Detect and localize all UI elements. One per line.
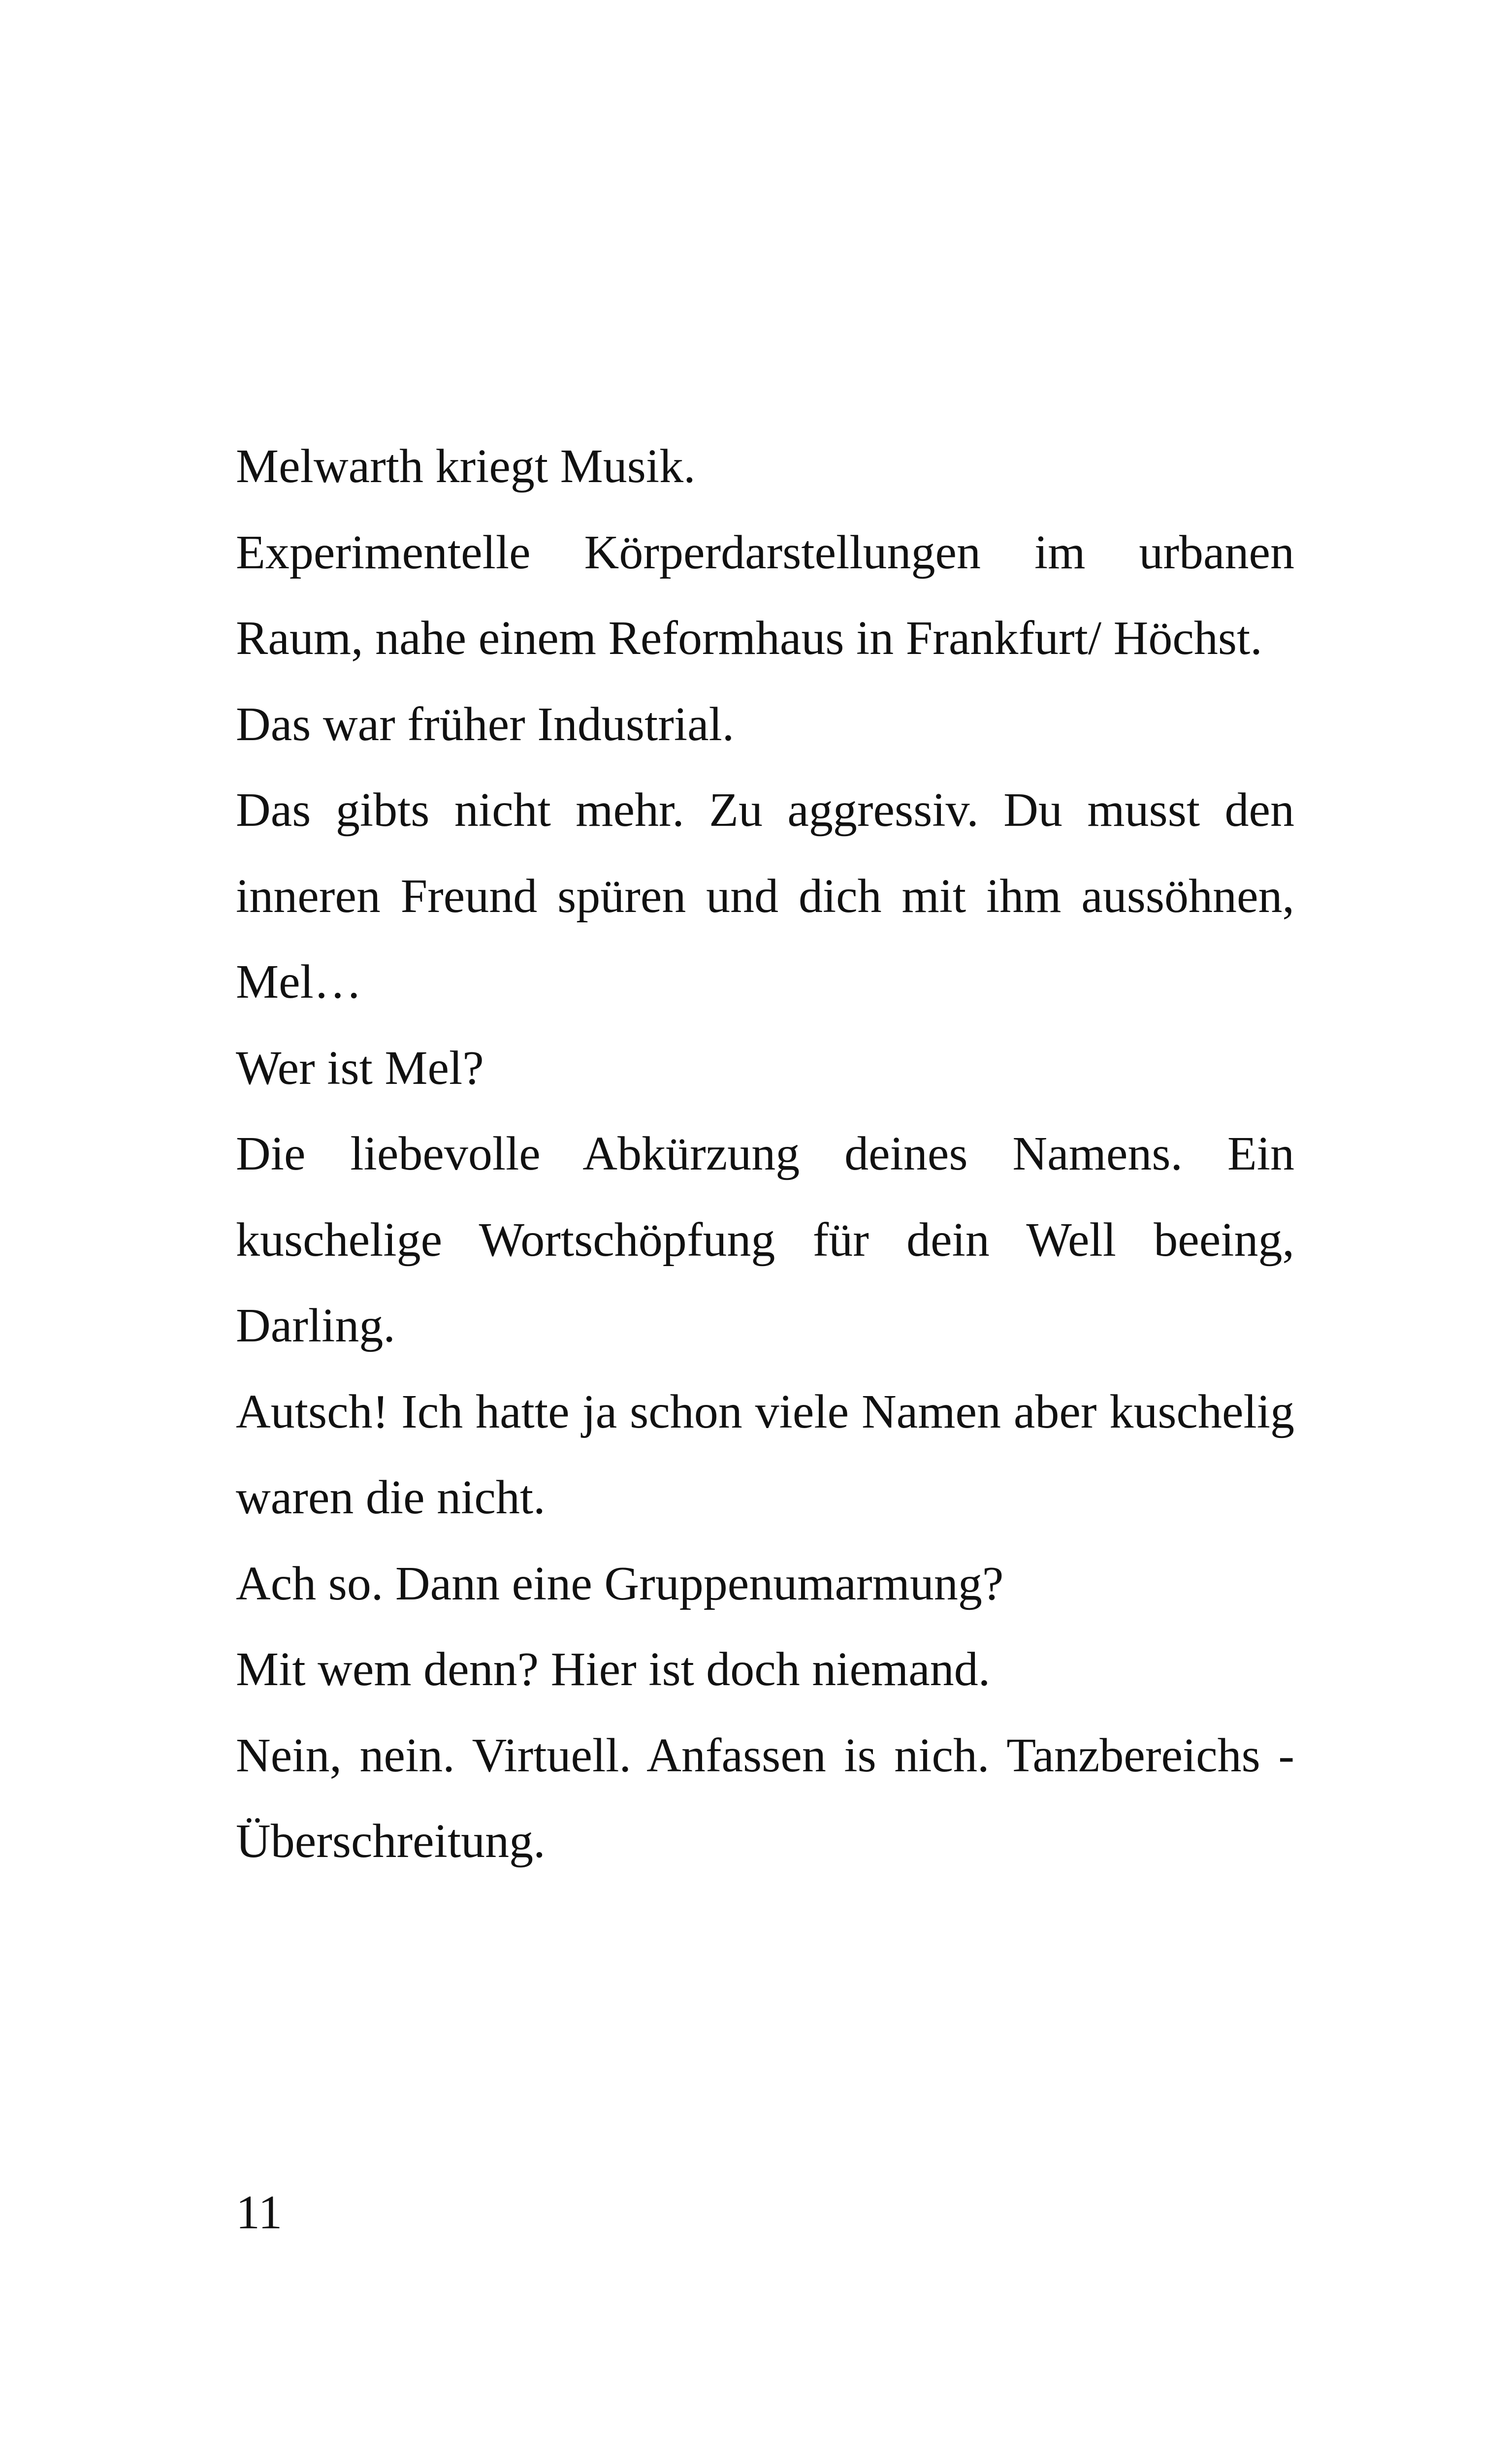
paragraph: Ach so. Dann eine Gruppenumarmung? — [236, 1557, 1004, 1610]
page-number: 11 — [236, 2186, 283, 2239]
paragraph: Mit wem denn? Hier ist doch niemand. — [236, 1643, 991, 1696]
paragraph: Melwarth kriegt Musik. — [236, 440, 696, 493]
paragraph: Die liebevolle Abkürzung deines Namens. Ein kuschelige Wortschöpfung für dein Well beeing, Darling. — [236, 1127, 1294, 1352]
body-text — [236, 423, 1294, 1885]
paragraph: Das war früher Industrial. — [236, 697, 735, 751]
paragraph: Autsch! Ich hatte ja schon viele Namen aber kuschelig waren die nicht. — [236, 1385, 1294, 1524]
paragraph: Experimentelle Körperdarstellungen im urbanen Raum, nahe einem Reformhaus in Frankfurt/ Höchst. — [236, 525, 1294, 665]
paragraph: Wer ist Mel? — [236, 1041, 484, 1095]
paragraph: Das gibts nicht mehr. Zu aggressiv. Du musst den inneren Freund spüren und dich mit ihm aussöhnen, Mel… — [236, 783, 1294, 1009]
paragraph: Nein, nein. Virtuell. Anfassen is nich. Tanzbereichs - Überschreitung. — [236, 1728, 1294, 1868]
